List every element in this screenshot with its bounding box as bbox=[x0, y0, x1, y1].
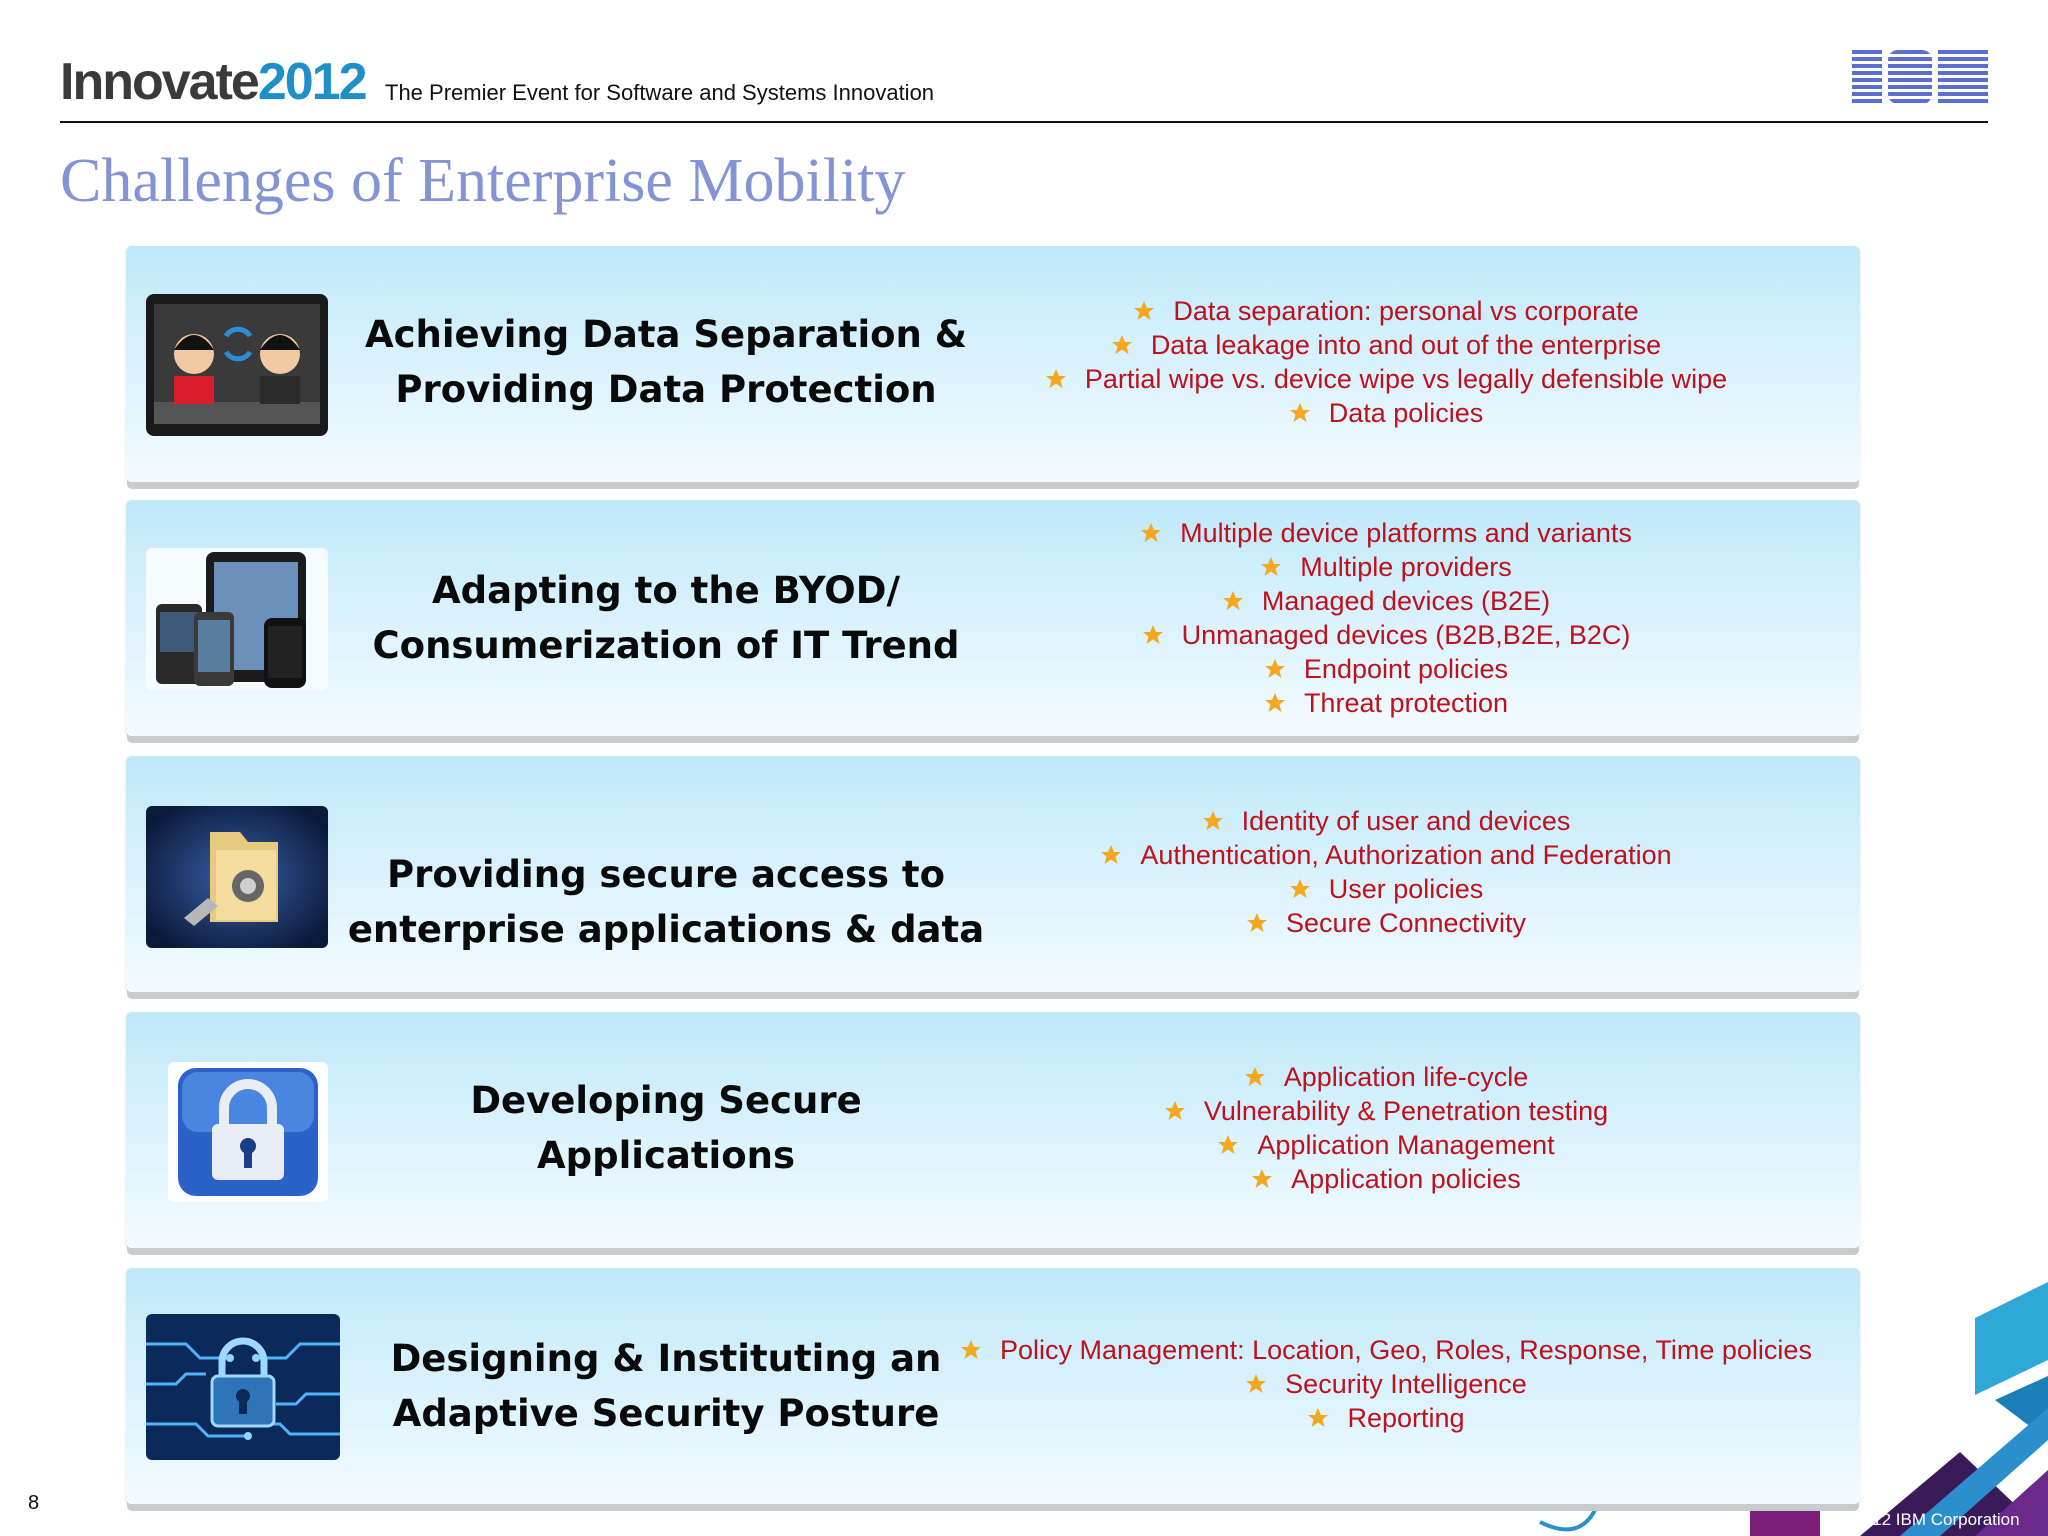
bullet-text: Data separation: personal vs corporate bbox=[1173, 296, 1639, 326]
list-item bbox=[1260, 550, 1512, 584]
challenge-panel bbox=[126, 1012, 1860, 1248]
star-icon bbox=[1217, 1134, 1239, 1156]
list-item bbox=[1264, 686, 1508, 720]
star-icon bbox=[1045, 368, 1067, 390]
star-icon bbox=[1202, 810, 1224, 832]
list-item bbox=[1164, 1094, 1608, 1128]
star-icon bbox=[1222, 590, 1244, 612]
bullet-text: Vulnerability & Penetration testing bbox=[1203, 1096, 1609, 1126]
slide-number: 8 bbox=[28, 1492, 40, 1514]
bullet-list bbox=[946, 294, 1826, 430]
header-divider bbox=[60, 121, 1988, 123]
bullet-text: Unmanaged devices (B2B,B2E, B2C) bbox=[1181, 620, 1631, 650]
logo-word: Innovate bbox=[60, 53, 258, 111]
bullet-text: User policies bbox=[1328, 874, 1484, 904]
list-item bbox=[1133, 294, 1638, 328]
panel-heading: Adapting to the BYOD/ Consumerization of IT Trend bbox=[372, 569, 960, 667]
list-item bbox=[1111, 328, 1661, 362]
list-item bbox=[1246, 906, 1526, 940]
ibm-logo bbox=[1852, 50, 1988, 104]
star-icon bbox=[1246, 912, 1268, 934]
bullet-text: Managed devices (B2E) bbox=[1261, 586, 1551, 616]
star-icon bbox=[1111, 334, 1133, 356]
bullet-list bbox=[916, 1316, 1856, 1452]
padlock-icon bbox=[168, 1062, 328, 1202]
challenge-panel bbox=[126, 1268, 1860, 1504]
tagline: The Premier Event for Software and Systems Innovation bbox=[385, 80, 935, 105]
list-item bbox=[1217, 1128, 1554, 1162]
list-item bbox=[1264, 652, 1508, 686]
copyright-notice: © 2012 IBM Corporation bbox=[1836, 1510, 2020, 1529]
bullet-text: Threat protection bbox=[1303, 688, 1509, 718]
list-item bbox=[1222, 584, 1550, 618]
bullet-list bbox=[946, 1060, 1826, 1196]
star-icon bbox=[1260, 556, 1282, 578]
star-icon bbox=[1100, 844, 1122, 866]
star-icon bbox=[1307, 1407, 1329, 1429]
bullet-text: Reporting bbox=[1347, 1403, 1465, 1433]
bullet-text: Data policies bbox=[1328, 398, 1484, 428]
bullet-text: Application Management bbox=[1257, 1130, 1555, 1160]
bullet-text: Authentication, Authorization and Federation bbox=[1140, 840, 1672, 870]
list-item bbox=[1202, 804, 1571, 838]
bullet-text: Partial wipe vs. device wipe vs legally defensible wipe bbox=[1084, 364, 1728, 394]
star-icon bbox=[1142, 624, 1164, 646]
star-icon bbox=[1264, 658, 1286, 680]
list-item bbox=[1142, 618, 1631, 652]
bullet-text: Application life-cycle bbox=[1283, 1062, 1529, 1092]
panel-heading: Developing Secure Applications bbox=[470, 1079, 862, 1177]
bullet-text: Data leakage into and out of the enterprise bbox=[1150, 330, 1662, 360]
star-icon bbox=[1244, 1066, 1266, 1088]
star-icon bbox=[1140, 522, 1162, 544]
list-item bbox=[1100, 838, 1671, 872]
list-item bbox=[1307, 1401, 1464, 1435]
mobile-devices-icon bbox=[146, 548, 328, 690]
bullet-text: Secure Connectivity bbox=[1285, 908, 1527, 938]
innovate-logo bbox=[60, 52, 366, 112]
circuit-lock-icon bbox=[146, 1314, 340, 1460]
tablet-users-icon bbox=[146, 294, 328, 436]
star-icon bbox=[1289, 402, 1311, 424]
challenge-panel bbox=[126, 756, 1860, 992]
star-icon bbox=[1245, 1373, 1267, 1395]
list-item bbox=[1245, 1367, 1527, 1401]
bullet-list bbox=[946, 502, 1826, 734]
logo-year: 2012 bbox=[257, 53, 366, 111]
bullet-text: Application policies bbox=[1291, 1164, 1521, 1194]
panel-heading: Achieving Data Separation & Providing Data Protection bbox=[364, 313, 968, 411]
list-item bbox=[1251, 1162, 1521, 1196]
list-item bbox=[1289, 396, 1484, 430]
star-icon bbox=[1264, 692, 1286, 714]
star-icon bbox=[960, 1339, 982, 1361]
bullet-text: Endpoint policies bbox=[1303, 654, 1509, 684]
list-item bbox=[960, 1333, 1812, 1367]
star-icon bbox=[1289, 878, 1311, 900]
star-icon bbox=[1164, 1100, 1186, 1122]
bullet-list bbox=[946, 804, 1826, 940]
panel-heading: Designing & Instituting an Adaptive Security Posture bbox=[390, 1337, 942, 1435]
list-item bbox=[1045, 362, 1727, 396]
challenge-panel bbox=[126, 246, 1860, 482]
bullet-text: Multiple providers bbox=[1300, 552, 1512, 582]
bullet-text: Security Intelligence bbox=[1285, 1369, 1527, 1399]
page-title: Challenges of Enterprise Mobility bbox=[60, 147, 906, 215]
folder-key-icon bbox=[146, 806, 328, 948]
bullet-text: Policy Management: Location, Geo, Roles, Response, Time policies bbox=[1000, 1335, 1812, 1365]
star-icon bbox=[1251, 1168, 1273, 1190]
bullet-text: Identity of user and devices bbox=[1241, 806, 1571, 836]
list-item bbox=[1140, 516, 1632, 550]
challenge-panel bbox=[126, 500, 1860, 736]
list-item bbox=[1244, 1060, 1529, 1094]
bullet-text: Multiple device platforms and variants bbox=[1180, 518, 1632, 548]
list-item bbox=[1289, 872, 1484, 906]
star-icon bbox=[1133, 300, 1155, 322]
panel-heading: Providing secure access to enterprise applications & data bbox=[347, 853, 985, 951]
